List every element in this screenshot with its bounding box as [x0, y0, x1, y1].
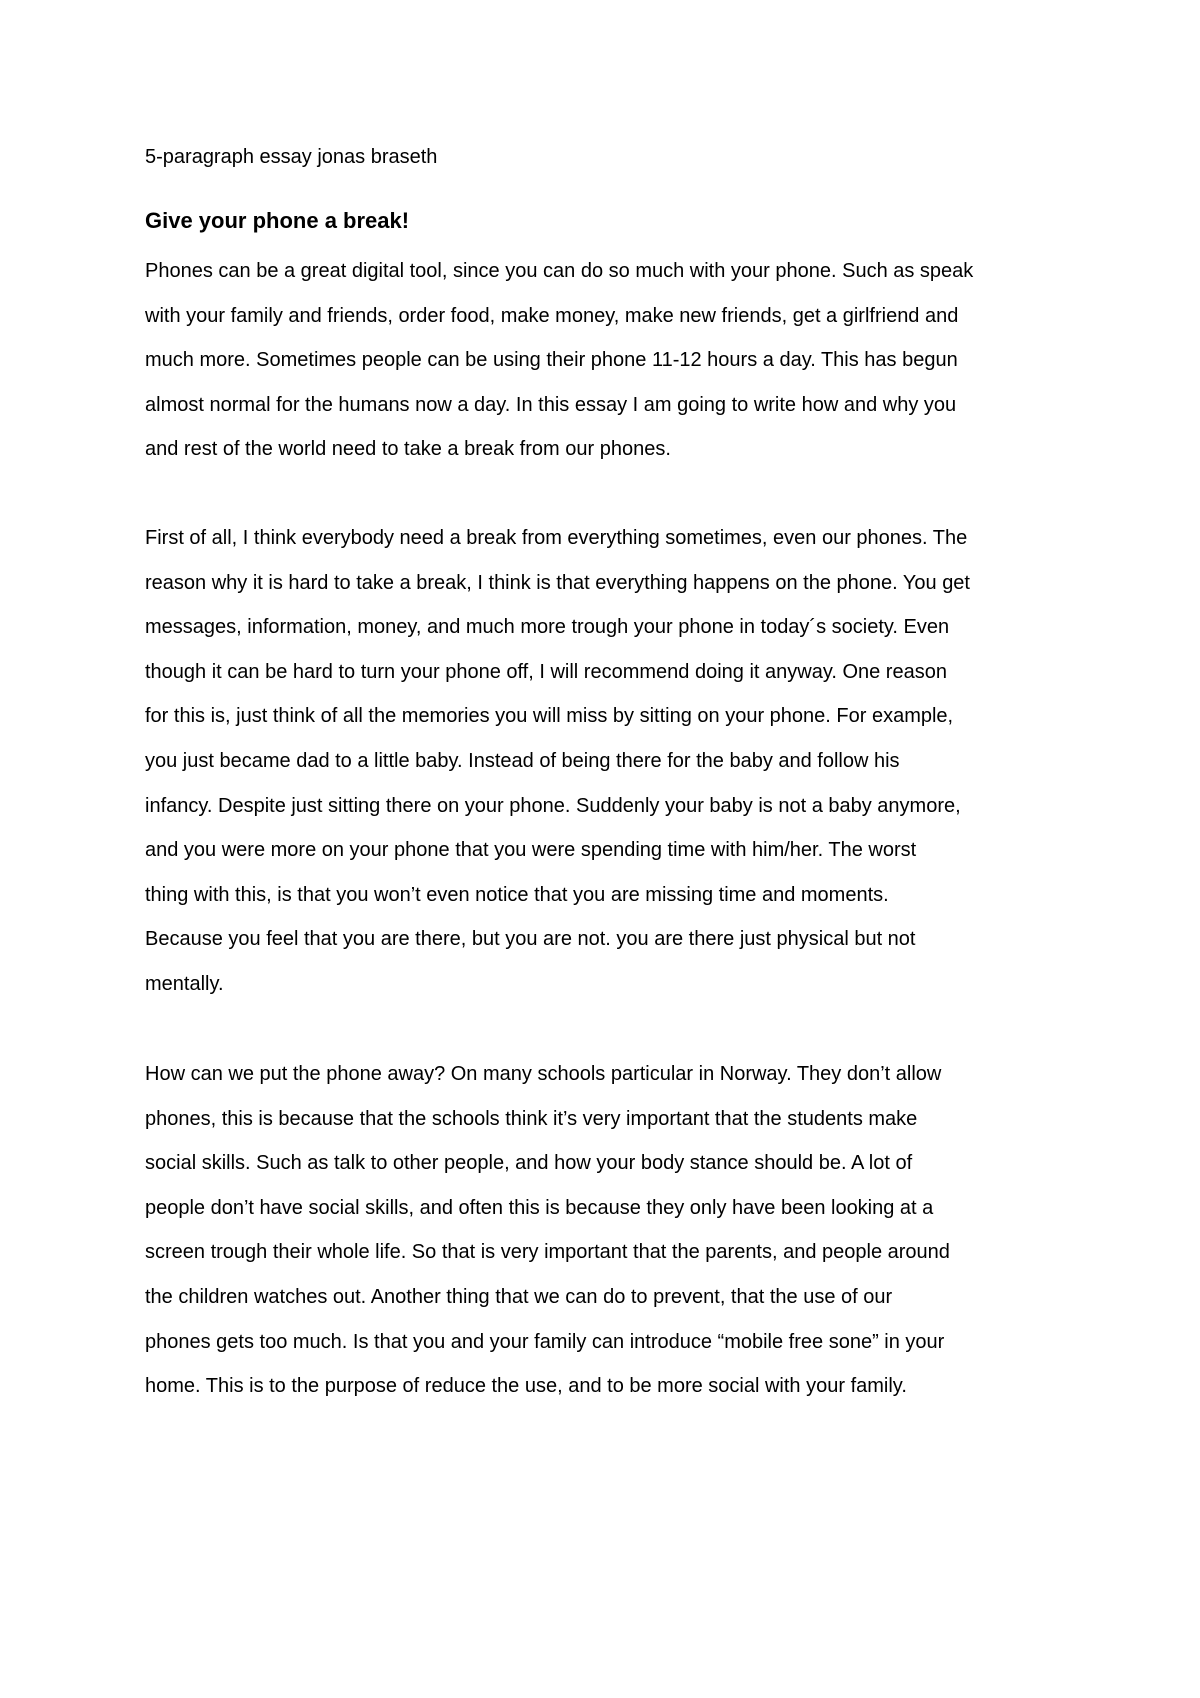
paragraph-line: home. This is to the purpose of reduce the use, and to be more social with your family. [145, 1375, 907, 1398]
paragraph-line: though it can be hard to turn your phone off, I will recommend doing it anyway. One reason [145, 660, 947, 683]
paragraph-line: messages, information, money, and much more trough your phone in today´s society. Even [145, 616, 950, 639]
paragraph-line: infancy. Despite just sitting there on your phone. Suddenly your baby is not a baby anymore, [145, 794, 961, 817]
paragraph-line: screen trough their whole life. So that is very important that the parents, and people around [145, 1241, 950, 1264]
paragraph-line: almost normal for the humans now a day. In this essay I am going to write how and why you [145, 393, 957, 416]
paragraph-line: mentally. [145, 972, 224, 995]
paragraph-line: and rest of the world need to take a break from our phones. [145, 438, 671, 461]
paragraph-line: people don’t have social skills, and often this is because they only have been looking at a [145, 1196, 934, 1219]
paragraph-line: phones gets too much. Is that you and your family can introduce “mobile free sone” in your [145, 1330, 945, 1353]
paragraph-line: First of all, I think everybody need a break from everything sometimes, even our phones. The [145, 527, 968, 549]
paragraph-line: the children watches out. Another thing that we can do to prevent, that the use of our [145, 1285, 893, 1308]
document-header: 5-paragraph essay jonas braseth [145, 146, 438, 168]
paragraph-line: thing with this, is that you won’t even notice that you are missing time and moments. [145, 883, 889, 906]
paragraph-line: social skills. Such as talk to other people, and how your body stance should be. A lot of [145, 1152, 913, 1175]
paragraph-3 [145, 1060, 1095, 1417]
paragraph-line: Phones can be a great digital tool, since you can do so much with your phone. Such as speak [145, 260, 974, 282]
paragraph-2 [145, 524, 1095, 1015]
paragraph-line: with your family and friends, order food, make money, make new friends, get a girlfriend and [145, 304, 959, 327]
paragraph-line: phones, this is because that the schools think it’s very important that the students make [145, 1107, 918, 1130]
paragraph-line: reason why it is hard to take a break, I think is that everything happens on the phone. You get [145, 571, 970, 594]
paragraph-line: you just became dad to a little baby. Instead of being there for the baby and follow his [145, 749, 900, 772]
paragraph-line: How can we put the phone away? On many schools particular in Norway. They don’t allow [145, 1063, 942, 1085]
paragraph-line: much more. Sometimes people can be using their phone 11-12 hours a day. This has begun [145, 349, 958, 372]
essay-title: Give your phone a break! [145, 208, 410, 233]
paragraph-line: for this is, just think of all the memories you will miss by sitting on your phone. For example, [145, 705, 954, 728]
paragraph-1 [145, 257, 1095, 480]
paragraph-line: and you were more on your phone that you were spending time with him/her. The worst [145, 839, 917, 862]
paragraph-line: Because you feel that you are there, but you are not. you are there just physical but not [145, 928, 916, 951]
